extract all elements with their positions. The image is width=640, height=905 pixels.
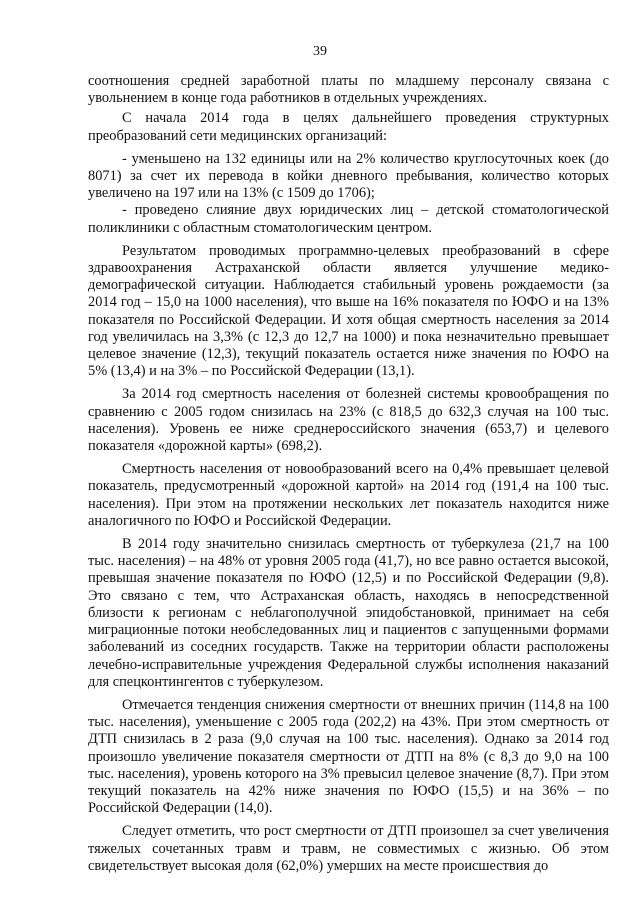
paragraph-external-causes: Отмечается тенденция снижения смертности от внешних причин (114,8 на 100 тыс. населения), уменьшение с 2005 года (202,2) на 43%. При этом смертность от ДТП снизилась в 2 раза (9,0 случая на 100 тыс. населения). Однако за 2014 год произошло увеличение показателя смертности от ДТП на 8% (с 8,3 до 9,0 на 100 тыс. населения), уровень которого на 3% превысил целевое значение (8,7). При этом текущий показатель на 42% ниже значения по ЮФО (15,5) и на 36% – по Российской Федерации (14,0). (88, 696, 609, 817)
paragraph-road-accidents: Следует отметить, что рост смертности от ДТП произошел за счет увеличения тяжелых сочетанных травм и травм, не совместимых с жизнью. Об этом свидетельствует высокая доля (62,0%) умерших на месте происшествия до (88, 823, 609, 874)
paragraph-continuation: соотношения средней заработной платы по младшему персоналу связана с увольнением в конце года работников в отдельных учреждениях. (88, 73, 609, 107)
paragraph-circulatory-mortality: За 2014 год смертность населения от болезней системы кровообращения по сравнению с 2005 годом снизилась на 23% (с 818,5 до 632,3 случая на 100 тыс. населения). Уровень ее ниже среднероссийского значения (653,7) и целевого показателя «дорожной карты» (698,2). (88, 386, 609, 455)
paragraph-neoplasm-mortality: Смертность населения от новообразований всего на 0,4% превышает целевой показатель, предусмотренный «дорожной картой» на 2014 год (191,4 на 100 тыс. населения). При этом на протяжении нескольких лет показатель находится ниже аналогичного по ЮФО и Российской Федерации. (88, 461, 609, 529)
paragraph-demographics: Результатом проводимых программно-целевых преобразований в сфере здравоохранения Астраханской области является улучшение медико-демографической ситуации. Наблюдается стабильный уровень рождаемости (за 2014 год – 15,0 на 1000 населения), что выше на 16% показателя по ЮФО и на 13% показателя по Российской Федерации. И хотя общая смертность населения за 2014 год увеличилась на 3,3% (с 12,3 до 12,7 на 1000) и пока незначительно превышает целевое значение (12,3), текущий показатель остается ниже значения по ЮФО на 5% (13,4) и на 3% – по Российской Федерации (13,1). (88, 242, 609, 380)
page-number: 39 (313, 44, 327, 59)
paragraph-intro-restructuring: С начала 2014 года в целях дальнейшего проведения структурных преобразований сети медицинских организаций: (88, 110, 609, 144)
list-item-merger: - проведено слияние двух юридических лиц – детской стоматологической поликлиники с областным стоматологическим центром. (88, 202, 609, 236)
document-body (88, 73, 609, 881)
list-item-beds: - уменьшено на 132 единицы или на 2% количество круглосуточных коек (до 8071) за счет их перевода в койки дневного пребывания, количество которых увеличено на 197 или на 13% (с 1509 до 1706); (88, 150, 609, 202)
paragraph-tuberculosis-mortality: В 2014 году значительно снизилась смертность от туберкулеза (21,7 на 100 тыс. населения) – на 48% от уровня 2005 года (41,7), но все равно остается высокой, превышая значение показателя по ЮФО (12,5) и по Российской Федерации (9,8). Это связано с тем, что Астраханская область, находясь в непосредственной близости к регионам с неблагополучной эпидобстановкой, принимает на себя миграционные потоки необследованных лиц и пациентов с запущенными формами заболеваний из соседних государств. Также на территории области расположены лечебно-исправительные учреждения Федеральной службы исполнения наказаний для спецконтингентов с туберкулезом. (88, 536, 609, 690)
